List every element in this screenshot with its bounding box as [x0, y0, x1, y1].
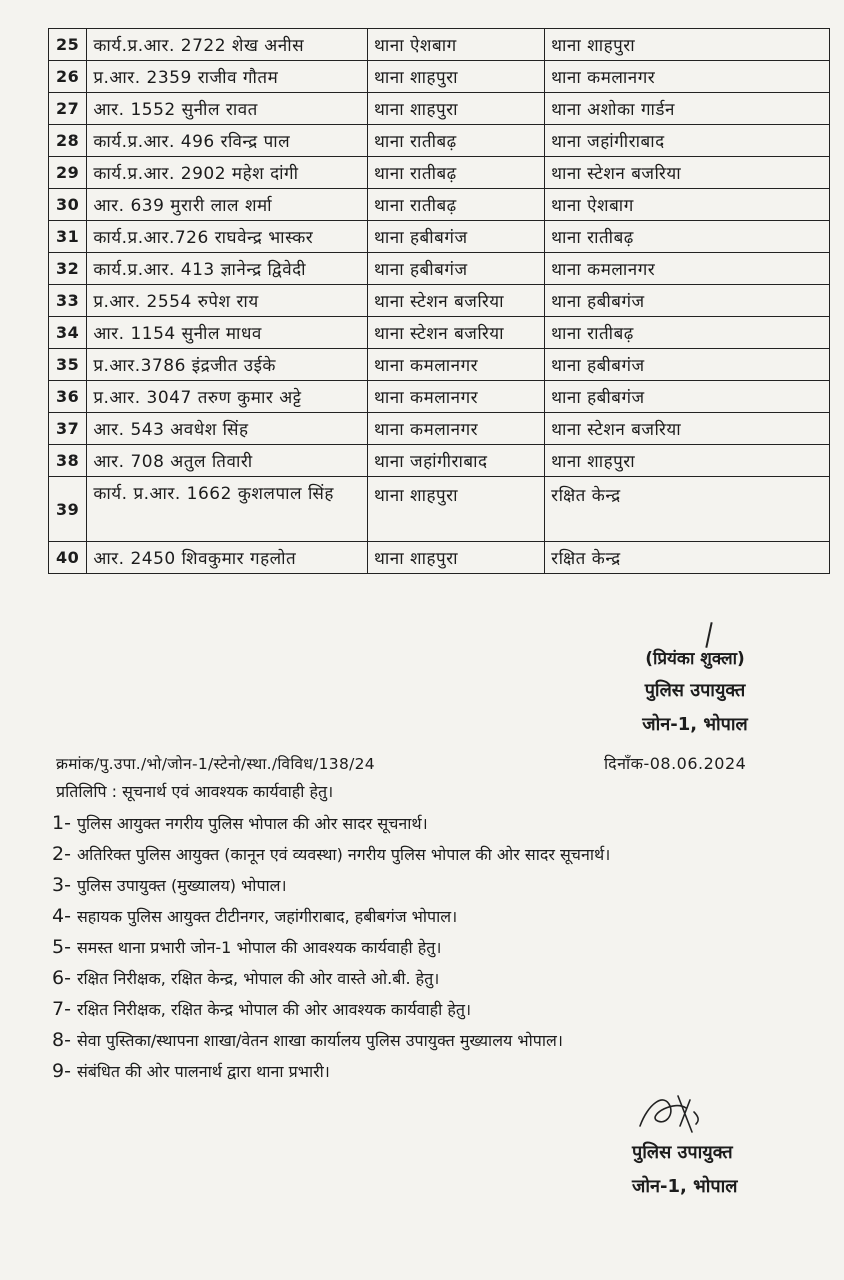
to-station-cell: थाना स्टेशन बजरिया: [545, 413, 830, 445]
from-station-cell: थाना शाहपुरा: [368, 477, 545, 542]
list-item: [52, 808, 610, 839]
list-item-text: सहायक पुलिस आयुक्त टीटीनगर, जहांगीराबाद, हबीबगंज भोपाल।: [76, 907, 458, 926]
table-row: [49, 542, 830, 574]
to-station-cell: थाना रातीबढ़: [545, 221, 830, 253]
list-item-number: 3-: [52, 874, 71, 896]
from-station-cell: थाना हबीबगंज: [368, 253, 545, 285]
table-row: [49, 93, 830, 125]
list-item: [52, 1025, 610, 1056]
list-item-number: 5-: [52, 936, 71, 958]
list-item: [52, 870, 610, 901]
table-row: [49, 221, 830, 253]
to-station-cell: थाना अशोका गार्डन: [545, 93, 830, 125]
list-item-number: 2-: [52, 843, 71, 865]
serial-number-cell: 38: [49, 445, 87, 477]
to-station-cell: थाना रातीबढ़: [545, 317, 830, 349]
from-station-cell: थाना ऐशबाग: [368, 29, 545, 61]
serial-number-cell: 33: [49, 285, 87, 317]
employee-name-cell: कार्य.प्र.आर. 496 रविन्द्र पाल: [87, 125, 368, 157]
from-station-cell: थाना स्टेशन बजरिया: [368, 285, 545, 317]
serial-number-cell: 32: [49, 253, 87, 285]
from-station-cell: थाना कमलानगर: [368, 413, 545, 445]
list-item-text: संबंधित की ओर पालनार्थ द्वारा थाना प्रभारी।: [76, 1062, 330, 1081]
table-row: [49, 349, 830, 381]
employee-name-cell: कार्य.प्र.आर. 413 ज्ञानेन्द्र द्विवेदी: [87, 253, 368, 285]
signature-block-top: [600, 618, 790, 742]
to-station-cell: थाना हबीबगंज: [545, 381, 830, 413]
copy-list: [52, 808, 610, 1087]
table-row: [49, 413, 830, 445]
table-row: [49, 125, 830, 157]
employee-name-cell: कार्य. प्र.आर. 1662 कुशलपाल सिंह: [87, 477, 368, 542]
list-item: [52, 963, 610, 994]
list-item-text: समस्त थाना प्रभारी जोन-1 भोपाल की आवश्यक कार्यवाही हेतु।: [76, 938, 442, 957]
serial-number-cell: 27: [49, 93, 87, 125]
table-row: [49, 445, 830, 477]
table-row: [49, 317, 830, 349]
officer-designation-bottom: पुलिस उपायुक्त: [632, 1142, 733, 1163]
table-row: [49, 157, 830, 189]
table-row: [49, 189, 830, 221]
from-station-cell: थाना शाहपुरा: [368, 93, 545, 125]
list-item-text: रक्षित निरीक्षक, रक्षित केन्द्र भोपाल की ओर आवश्यक कार्यवाही हेतु।: [76, 1000, 472, 1019]
issue-date: दिनाँक-08.06.2024: [604, 754, 747, 773]
list-item: [52, 1056, 610, 1087]
list-item-text: अतिरिक्त पुलिस आयुक्त (कानून एवं व्यवस्था) नगरीय पुलिस भोपाल की ओर सादर सूचनार्थ।: [76, 845, 611, 864]
serial-number-cell: 40: [49, 542, 87, 574]
list-item-number: 1-: [52, 812, 71, 834]
list-item: [52, 839, 610, 870]
from-station-cell: थाना रातीबढ़: [368, 125, 545, 157]
employee-name-cell: आर. 708 अतुल तिवारी: [87, 445, 368, 477]
serial-number-cell: 37: [49, 413, 87, 445]
employee-name-cell: आर. 639 मुरारी लाल शर्मा: [87, 189, 368, 221]
serial-number-cell: 34: [49, 317, 87, 349]
serial-number-cell: 31: [49, 221, 87, 253]
serial-number-cell: 30: [49, 189, 87, 221]
list-item-number: 8-: [52, 1029, 71, 1051]
employee-name-cell: आर. 543 अवधेश सिंह: [87, 413, 368, 445]
employee-name-cell: कार्य.प्र.आर. 2722 शेख अनीस: [87, 29, 368, 61]
officer-zone-bottom: जोन-1, भोपाल: [632, 1176, 738, 1197]
to-station-cell: थाना स्टेशन बजरिया: [545, 157, 830, 189]
employee-name-cell: प्र.आर. 2359 राजीव गौतम: [87, 61, 368, 93]
serial-number-cell: 28: [49, 125, 87, 157]
employee-name-cell: कार्य.प्र.आर.726 राघवेन्द्र भास्कर: [87, 221, 368, 253]
employee-name-cell: प्र.आर. 2554 रुपेश राय: [87, 285, 368, 317]
table-row: [49, 253, 830, 285]
to-station-cell: थाना कमलानगर: [545, 61, 830, 93]
handwritten-signature: [634, 1086, 704, 1138]
from-station-cell: थाना कमलानगर: [368, 381, 545, 413]
employee-name-cell: प्र.आर.3786 इंद्रजीत उईके: [87, 349, 368, 381]
from-station-cell: थाना हबीबगंज: [368, 221, 545, 253]
from-station-cell: थाना कमलानगर: [368, 349, 545, 381]
table-row: [49, 285, 830, 317]
employee-name-cell: कार्य.प्र.आर. 2902 महेश दांगी: [87, 157, 368, 189]
list-item: [52, 932, 610, 963]
list-item-number: 9-: [52, 1060, 71, 1082]
table-row: [49, 381, 830, 413]
serial-number-cell: 25: [49, 29, 87, 61]
to-station-cell: थाना कमलानगर: [545, 253, 830, 285]
from-station-cell: थाना जहांगीराबाद: [368, 445, 545, 477]
from-station-cell: थाना शाहपुरा: [368, 542, 545, 574]
list-item-number: 4-: [52, 905, 71, 927]
table-row: [49, 29, 830, 61]
serial-number-cell: 39: [49, 477, 87, 542]
employee-name-cell: आर. 1552 सुनील रावत: [87, 93, 368, 125]
to-station-cell: रक्षित केन्द्र: [545, 542, 830, 574]
serial-number-cell: 29: [49, 157, 87, 189]
to-station-cell: रक्षित केन्द्र: [545, 477, 830, 542]
officer-designation: पुलिस उपायुक्त: [644, 680, 746, 701]
to-station-cell: थाना शाहपुरा: [545, 445, 830, 477]
from-station-cell: थाना स्टेशन बजरिया: [368, 317, 545, 349]
officer-zone: जोन-1, भोपाल: [642, 714, 748, 735]
table-row: [49, 61, 830, 93]
from-station-cell: थाना रातीबढ़: [368, 157, 545, 189]
list-item-number: 6-: [52, 967, 71, 989]
list-item: [52, 994, 610, 1025]
employee-name-cell: प्र.आर. 3047 तरुण कुमार अट्टे: [87, 381, 368, 413]
employee-name-cell: आर. 1154 सुनील माधव: [87, 317, 368, 349]
table-row: [49, 477, 830, 542]
list-item-text: सेवा पुस्तिका/स्थापना शाखा/वेतन शाखा कार्यालय पुलिस उपायुक्त मुख्यालय भोपाल।: [76, 1031, 563, 1050]
list-item-text: रक्षित निरीक्षक, रक्षित केन्द्र, भोपाल की ओर वास्ते ओ.बी. हेतु।: [76, 969, 440, 988]
list-item-text: पुलिस उपायुक्त (मुख्यालय) भोपाल।: [76, 876, 287, 895]
transfer-table: [48, 28, 830, 574]
list-item-number: 7-: [52, 998, 71, 1020]
to-station-cell: थाना हबीबगंज: [545, 285, 830, 317]
serial-number-cell: 26: [49, 61, 87, 93]
employee-name-cell: आर. 2450 शिवकुमार गहलोत: [87, 542, 368, 574]
to-station-cell: थाना हबीबगंज: [545, 349, 830, 381]
to-station-cell: थाना शाहपुरा: [545, 29, 830, 61]
to-station-cell: थाना जहांगीराबाद: [545, 125, 830, 157]
copy-heading: प्रतिलिपि : सूचनार्थ एवं आवश्यक कार्यवाही हेतु।: [56, 782, 334, 801]
list-item: [52, 901, 610, 932]
from-station-cell: थाना रातीबढ़: [368, 189, 545, 221]
list-item-text: पुलिस आयुक्त नगरीय पुलिस भोपाल की ओर सादर सूचनार्थ।: [76, 814, 428, 833]
reference-number: क्रमांक/पु.उपा./भो/जोन-1/स्टेनो/स्था./विविध/138/24: [56, 755, 375, 773]
serial-number-cell: 36: [49, 381, 87, 413]
serial-number-cell: 35: [49, 349, 87, 381]
from-station-cell: थाना शाहपुरा: [368, 61, 545, 93]
officer-name: (प्रियंका शुक्ला): [645, 649, 745, 669]
to-station-cell: थाना ऐशबाग: [545, 189, 830, 221]
